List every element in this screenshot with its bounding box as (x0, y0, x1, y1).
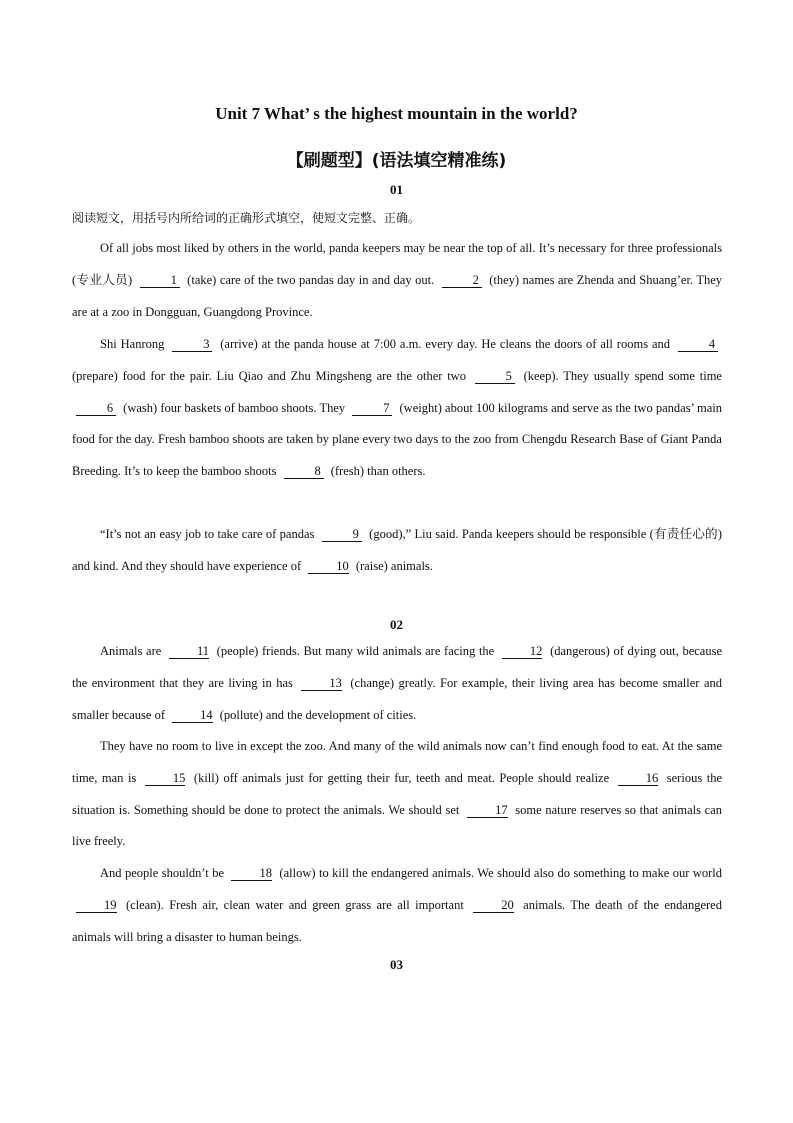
answer-blank[interactable]: 11 (169, 645, 209, 659)
answer-blank[interactable]: 10 (308, 560, 349, 574)
answer-blank[interactable]: 20 (473, 899, 514, 913)
passage-paragraph: And people shouldn’t be 18 (allow) to kill the endangered animals. We should also do something to make our world 19 (clean). Fresh air, clean water and green grass are all important 20 animals. The death of the endangered animals will bring a disaster to human beings. (72, 866, 722, 944)
passage-paragraph: “It’s not an easy job to take care of pandas 9 (good),” Liu said. Panda keepers should be responsible (有责任心的) and kind. And they should have experience of 10 (raise) animals. (72, 527, 723, 573)
answer-blank[interactable]: 9 (322, 528, 362, 542)
answer-blank[interactable]: 3 (172, 338, 212, 352)
answer-blank[interactable]: 16 (618, 772, 659, 786)
answer-blank[interactable]: 15 (145, 772, 186, 786)
answer-blank[interactable]: 4 (678, 338, 718, 352)
page-subtitle: 【刷题型】(语法填空精准练) (286, 151, 507, 171)
passage-paragraph: Animals are 11 (people) friends. But many wild animals are facing the 12 (dangerous) of dying out, because the environment that they are living in has 13 (change) greatly. For example, their living area has become smaller and smaller because of 14 (pollute) and the development of cities. (72, 644, 722, 722)
answer-blank[interactable]: 5 (475, 370, 515, 384)
answer-blank[interactable]: 19 (76, 899, 117, 913)
answer-blank[interactable]: 17 (467, 804, 508, 818)
section-number: 01 (390, 182, 403, 197)
answer-blank[interactable]: 8 (284, 465, 324, 479)
passage-paragraph: Shi Hanrong 3 (arrive) at the panda house at 7:00 a.m. every day. He cleans the doors of all rooms and 4 (prepare) food for the pair. Liu Qiao and Zhu Mingsheng are the other two 5 (keep). They usually spend some time 6 (wash) four baskets of bamboo shoots. They 7 (weight) about 100 kilograms and serve as the two pandas’ main food for the day. Fresh bamboo shoots are taken by plane every two days to the zoo from Chengdu Research Base of Giant Panda Breeding. It’s to keep the bamboo shoots 8 (fresh) than others. (72, 337, 723, 479)
answer-blank[interactable]: 6 (76, 402, 116, 416)
answer-blank[interactable]: 18 (231, 867, 272, 881)
answer-blank[interactable]: 7 (352, 402, 392, 416)
answer-blank[interactable]: 14 (172, 709, 213, 723)
section-number: 03 (390, 957, 403, 972)
page-title: Unit 7 What’ s the highest mountain in the world? (215, 104, 578, 123)
answer-blank[interactable]: 12 (502, 645, 543, 659)
answer-blank[interactable]: 13 (301, 677, 342, 691)
passage-paragraph: Of all jobs most liked by others in the world, panda keepers may be near the top of all. It’s necessary for three professionals (专业人员) 1 (take) care of the two pandas day in and day out. 2 (they) names are Zhenda and Shuang’er. They are at a zoo in Dongguan, Guangdong Province. (72, 241, 723, 319)
section-instruction: 阅读短文，用括号内所给词的正确形式填空，使短文完整、正确。 (72, 211, 421, 225)
answer-blank[interactable]: 2 (442, 274, 482, 288)
answer-blank[interactable]: 1 (140, 274, 180, 288)
passage-paragraph: They have no room to live in except the zoo. And many of the wild animals now can’t find enough food to eat. At the same time, man is 15 (kill) off animals just for getting their fur, teeth and meat. People should realize 16 serious the situation is. Something should be done to protect the animals. We should set 17 some nature reserves so that animals can live freely. (72, 739, 723, 849)
section-number: 02 (390, 617, 403, 632)
